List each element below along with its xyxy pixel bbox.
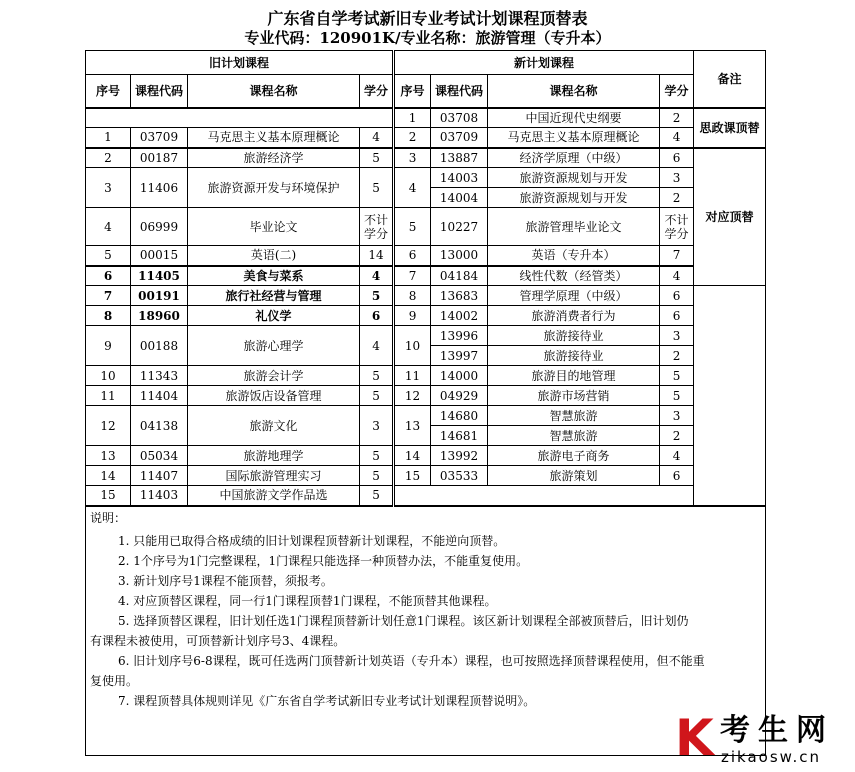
new-name-header: 课程名称 [488, 75, 660, 108]
old-seq-cell: 15 [86, 486, 131, 506]
table-row [86, 366, 766, 386]
new-code-cell: 13683 [431, 286, 488, 306]
table-row [86, 148, 766, 168]
old-seq-cell: 7 [86, 286, 131, 306]
new-name-cell: 经济学原理（中级） [488, 148, 660, 168]
table-row [86, 406, 766, 426]
notes-section [86, 506, 766, 756]
old-seq-cell: 9 [86, 326, 131, 366]
notes-heading: 说明： [90, 510, 127, 525]
new-credit-cell: 3 [660, 326, 694, 346]
new-code-cell: 14681 [431, 426, 488, 446]
table-row [86, 208, 766, 246]
old-code-cell: 00015 [131, 246, 188, 266]
table-row [86, 168, 766, 188]
old-name-cell: 旅游会计学 [188, 366, 360, 386]
old-name-cell: 英语(二) [188, 246, 360, 266]
new-code-cell: 14004 [431, 188, 488, 208]
new-credit-cell: 4 [660, 266, 694, 286]
old-seq-cell: 12 [86, 406, 131, 446]
old-credit-cell: 不计学分 [360, 208, 394, 246]
table-row [86, 326, 766, 346]
new-code-cell: 13997 [431, 346, 488, 366]
old-code-cell: 04138 [131, 406, 188, 446]
note-item: 7. 课程顶替具体规则详见《广东省自学考试新旧专业考试计划课程顶替说明》。 [118, 693, 536, 708]
old-credit-cell: 5 [360, 148, 394, 168]
new-code-cell: 04929 [431, 386, 488, 406]
table-row [86, 108, 766, 128]
old-credit-cell: 14 [360, 246, 394, 266]
note-item: 4. 对应顶替区课程，同一行1门课程顶替1门课程，不能顶替其他课程。 [118, 593, 497, 608]
old-name-cell: 旅游文化 [188, 406, 360, 446]
new-name-cell: 线性代数（经管类） [488, 266, 660, 286]
old-name-cell: 马克思主义基本原理概论 [188, 128, 360, 148]
old-credit-cell: 5 [360, 168, 394, 208]
remark-corresponding: 对应顶替 [694, 148, 766, 286]
new-credit-cell: 6 [660, 148, 694, 168]
old-credit-cell: 3 [360, 406, 394, 446]
new-seq-cell: 14 [394, 446, 431, 466]
new-code-cell: 13996 [431, 326, 488, 346]
table-row [86, 246, 766, 266]
new-credit-cell: 6 [660, 466, 694, 486]
old-plan-header: 旧计划课程 [86, 51, 394, 75]
new-name-cell: 旅游资源规划与开发 [488, 188, 660, 208]
old-name-cell: 旅游经济学 [188, 148, 360, 168]
new-code-cell: 03708 [431, 108, 488, 128]
old-name-cell: 国际旅游管理实习 [188, 466, 360, 486]
empty-new-cell [394, 486, 694, 506]
new-code-cell: 13000 [431, 246, 488, 266]
old-code-cell: 00191 [131, 286, 188, 306]
note-item: 有课程未被使用，可顶替新计划序号3、4课程。 [90, 633, 346, 648]
old-code-cell: 18960 [131, 306, 188, 326]
new-seq-cell: 2 [394, 128, 431, 148]
new-name-cell: 智慧旅游 [488, 406, 660, 426]
old-code-header: 课程代码 [131, 75, 188, 108]
new-credit-cell: 不计学分 [660, 208, 694, 246]
new-name-cell: 管理学原理（中级） [488, 286, 660, 306]
new-seq-cell: 6 [394, 246, 431, 266]
old-name-cell: 旅游饭店设备管理 [188, 386, 360, 406]
old-name-cell: 旅游资源开发与环境保护 [188, 168, 360, 208]
old-seq-cell: 2 [86, 148, 131, 168]
new-credit-header: 学分 [660, 75, 694, 108]
old-code-cell: 03709 [131, 128, 188, 148]
new-code-cell: 13887 [431, 148, 488, 168]
new-credit-cell: 4 [660, 446, 694, 466]
new-name-cell: 旅游管理毕业论文 [488, 208, 660, 246]
new-name-cell: 旅游资源规划与开发 [488, 168, 660, 188]
logo-letter: K [675, 709, 714, 767]
new-credit-cell: 5 [660, 366, 694, 386]
old-name-cell: 旅游地理学 [188, 446, 360, 466]
new-credit-cell: 3 [660, 168, 694, 188]
old-credit-header: 学分 [360, 75, 394, 108]
new-credit-cell: 5 [660, 386, 694, 406]
old-name-cell: 美食与菜系 [188, 266, 360, 286]
course-replacement-table [85, 50, 766, 756]
new-code-cell: 14680 [431, 406, 488, 426]
table-row [86, 506, 766, 756]
new-name-cell: 旅游接待业 [488, 346, 660, 366]
site-logo [675, 708, 851, 770]
new-seq-cell: 15 [394, 466, 431, 486]
old-name-cell: 礼仪学 [188, 306, 360, 326]
old-credit-cell: 4 [360, 326, 394, 366]
new-name-cell: 旅游市场营销 [488, 386, 660, 406]
old-code-cell: 00188 [131, 326, 188, 366]
new-code-cell: 03533 [431, 466, 488, 486]
new-code-header: 课程代码 [431, 75, 488, 108]
new-code-cell: 14000 [431, 366, 488, 386]
new-name-cell: 智慧旅游 [488, 426, 660, 446]
new-seq-cell: 5 [394, 208, 431, 246]
old-seq-cell: 4 [86, 208, 131, 246]
old-code-cell: 05034 [131, 446, 188, 466]
table-row [86, 128, 766, 148]
table-row [86, 446, 766, 466]
new-name-cell: 中国近现代史纲要 [488, 108, 660, 128]
remark-header: 备注 [694, 51, 766, 108]
empty-old-cell [86, 108, 394, 128]
new-credit-cell: 7 [660, 246, 694, 266]
old-seq-cell: 8 [86, 306, 131, 326]
old-seq-cell: 11 [86, 386, 131, 406]
new-credit-cell: 2 [660, 346, 694, 366]
old-name-header: 课程名称 [188, 75, 360, 108]
new-name-cell: 英语（专升本） [488, 246, 660, 266]
new-seq-cell: 12 [394, 386, 431, 406]
old-code-cell: 11407 [131, 466, 188, 486]
table-row [86, 266, 766, 286]
page-subtitle: 专业代码：120901K/专业名称：旅游管理（专升本） [244, 29, 611, 47]
new-name-cell: 旅游策划 [488, 466, 660, 486]
new-seq-cell: 3 [394, 148, 431, 168]
new-name-cell: 旅游接待业 [488, 326, 660, 346]
table-row [86, 486, 766, 506]
old-code-cell: 11404 [131, 386, 188, 406]
old-seq-cell: 14 [86, 466, 131, 486]
note-item: 1. 只能用已取得合格成绩的旧计划课程顶替新计划课程，不能逆向顶替。 [118, 533, 506, 548]
new-credit-cell: 3 [660, 406, 694, 426]
new-code-cell: 10227 [431, 208, 488, 246]
old-seq-cell: 13 [86, 446, 131, 466]
table-row [86, 286, 766, 306]
old-name-cell: 中国旅游文学作品选 [188, 486, 360, 506]
note-item: 3. 新计划序号1课程不能顶替，须报考。 [118, 573, 333, 588]
old-credit-cell: 5 [360, 446, 394, 466]
new-code-cell: 04184 [431, 266, 488, 286]
new-plan-header: 新计划课程 [394, 51, 694, 75]
table-row [86, 306, 766, 326]
table-row [86, 466, 766, 486]
old-seq-header: 序号 [86, 75, 131, 108]
new-name-cell: 旅游目的地管理 [488, 366, 660, 386]
old-credit-cell: 5 [360, 466, 394, 486]
new-seq-cell: 8 [394, 286, 431, 306]
logo-text: 考生网 [720, 713, 834, 748]
new-name-cell: 马克思主义基本原理概论 [488, 128, 660, 148]
new-name-cell: 旅游电子商务 [488, 446, 660, 466]
remark-ideological: 思政课顶替 [694, 108, 766, 148]
note-item: 复使用。 [90, 673, 139, 688]
new-seq-cell: 1 [394, 108, 431, 128]
new-seq-cell: 9 [394, 306, 431, 326]
new-credit-cell: 6 [660, 286, 694, 306]
new-seq-cell: 10 [394, 326, 431, 366]
new-name-cell: 旅游消费者行为 [488, 306, 660, 326]
new-seq-cell: 11 [394, 366, 431, 386]
new-seq-cell: 7 [394, 266, 431, 286]
old-code-cell: 06999 [131, 208, 188, 246]
old-name-cell: 旅行社经营与管理 [188, 286, 360, 306]
new-code-cell: 03709 [431, 128, 488, 148]
logo-domain: zikaosw.cn [721, 748, 822, 766]
old-seq-cell: 10 [86, 366, 131, 386]
old-name-cell: 旅游心理学 [188, 326, 360, 366]
old-code-cell: 11343 [131, 366, 188, 386]
new-code-cell: 14002 [431, 306, 488, 326]
new-seq-cell: 4 [394, 168, 431, 208]
old-seq-cell: 3 [86, 168, 131, 208]
new-code-cell: 13992 [431, 446, 488, 466]
old-credit-cell: 5 [360, 386, 394, 406]
old-credit-cell: 4 [360, 128, 394, 148]
note-item: 5. 选择顶替区课程，旧计划任选1门课程顶替新计划任意1门课程。该区新计划课程全部被顶替后，旧计划仍 [118, 613, 689, 628]
new-code-cell: 14003 [431, 168, 488, 188]
new-credit-cell: 2 [660, 188, 694, 208]
note-item: 6. 旧计划序号6-8课程，既可任选两门顶替新计划英语（专升本）课程，也可按照选择顶替课程使用，但不能重 [118, 653, 705, 668]
page-title: 广东省自学考试新旧专业考试计划课程顶替表 [267, 9, 588, 28]
old-name-cell: 毕业论文 [188, 208, 360, 246]
old-credit-cell: 4 [360, 266, 394, 286]
old-credit-cell: 5 [360, 486, 394, 506]
old-seq-cell: 1 [86, 128, 131, 148]
new-seq-cell: 13 [394, 406, 431, 446]
old-seq-cell: 6 [86, 266, 131, 286]
old-code-cell: 00187 [131, 148, 188, 168]
old-credit-cell: 6 [360, 306, 394, 326]
old-credit-cell: 5 [360, 366, 394, 386]
new-seq-header: 序号 [394, 75, 431, 108]
old-code-cell: 11403 [131, 486, 188, 506]
old-code-cell: 11405 [131, 266, 188, 286]
old-credit-cell: 5 [360, 286, 394, 306]
new-credit-cell: 2 [660, 426, 694, 446]
new-credit-cell: 2 [660, 108, 694, 128]
old-seq-cell: 5 [86, 246, 131, 266]
new-credit-cell: 4 [660, 128, 694, 148]
new-credit-cell: 6 [660, 306, 694, 326]
note-item: 2. 1个序号为1门完整课程，1门课程只能选择一种顶替办法，不能重复使用。 [118, 553, 529, 568]
table-row [86, 386, 766, 406]
old-code-cell: 11406 [131, 168, 188, 208]
